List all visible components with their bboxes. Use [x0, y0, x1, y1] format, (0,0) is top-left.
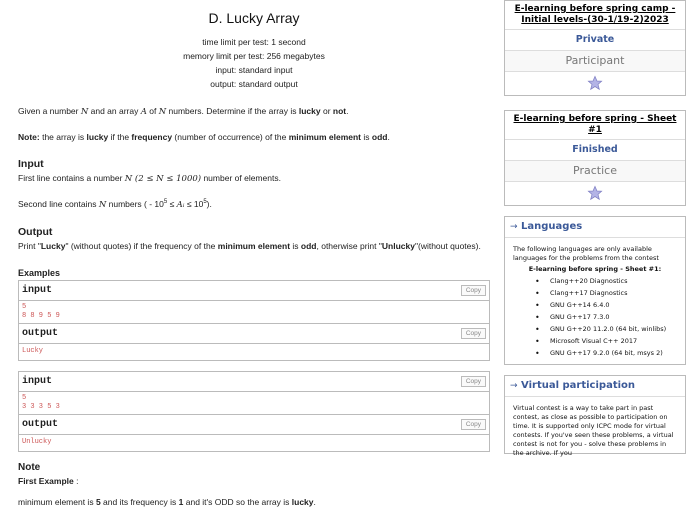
copy-input-button[interactable]: Copy: [461, 285, 486, 296]
input-line-1: First line contains a number N (2 ≤ N ≤ 1000) number of elements.: [18, 173, 281, 184]
list-item: • GNU G++17 7.3.0: [513, 313, 677, 322]
sample-input-content: 5 8 8 9 5 9: [19, 301, 489, 323]
problem-header: [18, 0, 490, 91]
output-spec: Print "Lucky" (without quotes) if the frequency of the minimum element is odd, otherwise print "Unlucky"(without quotes).: [18, 240, 481, 251]
note-subtitle: First Example :: [18, 475, 79, 486]
lucky-definition: Note: the array is lucky if the frequency (number of occurrence) of the minimum element is odd.: [18, 132, 390, 142]
copy-output-button[interactable]: Copy: [461, 419, 486, 430]
time-limit: time limit per test: 1 second: [202, 37, 306, 47]
sidebar: [504, 0, 686, 462]
languages-list: [513, 277, 677, 358]
problem-title: D. Lucky Array: [208, 10, 300, 26]
star-icon: [587, 75, 603, 91]
contest-role: Participant: [505, 50, 685, 71]
input-label: input: [22, 284, 53, 296]
languages-contest-name: E-learning before spring - Sheet #1:: [528, 265, 662, 273]
input-section-title: Input: [18, 158, 44, 170]
star-icon: [587, 185, 603, 201]
contest-box-camp: [504, 0, 686, 96]
sample-input-box: [18, 280, 490, 324]
sample-output-content: Unlucky: [19, 435, 489, 451]
list-item: • GNU G++20 11.2.0 (64 bit, winlibs): [513, 325, 677, 334]
memory-limit: memory limit per test: 256 megabytes: [183, 51, 325, 61]
virtual-caption: → Virtual participation: [505, 376, 685, 397]
sample-output-box: [18, 324, 490, 361]
sample-test-2: [18, 371, 490, 452]
output-label: output: [22, 418, 59, 430]
input-label: input: [22, 375, 53, 387]
languages-intro: The following languages are only available languages for the problems from the contest: [513, 245, 659, 262]
sample-output-box: [18, 415, 490, 452]
sample-output-content: Lucky: [19, 344, 489, 360]
languages-box: [504, 216, 686, 365]
virtual-participation-box: [504, 375, 686, 457]
list-item: • Clang++17 Diagnostics: [513, 289, 677, 298]
input-file: input: standard input: [215, 65, 293, 75]
output-file: output: standard output: [210, 79, 298, 89]
contest-box-sheet: [504, 110, 686, 206]
examples-title: Examples: [18, 267, 61, 278]
contest-link[interactable]: E-learning before spring - Sheet #1: [513, 114, 677, 135]
legend-text: Given a number N and an array A of N numbers. Determine if the array is lucky or not.: [18, 106, 349, 117]
output-label: output: [22, 327, 59, 339]
list-item: • Microsoft Visual C++ 2017: [513, 337, 677, 346]
copy-input-button[interactable]: Copy: [461, 376, 486, 387]
list-item: • GNU G++17 9.2.0 (64 bit, msys 2): [513, 349, 677, 358]
note-title: Note: [18, 461, 41, 473]
favourite-star-button[interactable]: [505, 71, 685, 95]
arrow-right-icon: →: [510, 381, 518, 391]
list-item: • Clang++20 Diagnostics: [513, 277, 677, 286]
contest-status: Finished: [505, 139, 685, 160]
virtual-text: Virtual contest is a way to take part in past contest, as close as possible to participation on time. It is supported only ICPC mode for virtual contests. If you've seen these problems, a virtual contest is not for you - solve these problems in the archive. If you: [513, 404, 674, 457]
note-text: minimum element is 5 and its frequency is 1 and it's ODD so the array is lucky.: [18, 496, 316, 507]
input-line-2: Second line contains N numbers ( - $10^5$ ≤ Aᵢ ≤ $10^5$).: [18, 198, 212, 210]
contest-status: Private: [505, 29, 685, 50]
list-item: • GNU G++14 6.4.0: [513, 301, 677, 310]
favourite-star-button[interactable]: [505, 181, 685, 205]
sample-input-content: 5 3 3 3 5 3: [19, 392, 489, 414]
languages-caption: → Languages: [505, 217, 685, 238]
contest-link[interactable]: E-learning before spring camp - Initial levels-(30-1/19-2)2023: [514, 4, 676, 25]
sample-input-box: [18, 371, 490, 415]
output-section-title: Output: [18, 225, 53, 238]
problem-statement: [18, 0, 490, 507]
sample-test-1: [18, 280, 490, 361]
copy-output-button[interactable]: Copy: [461, 328, 486, 339]
contest-role: Practice: [505, 160, 685, 181]
arrow-right-icon: →: [510, 222, 518, 232]
